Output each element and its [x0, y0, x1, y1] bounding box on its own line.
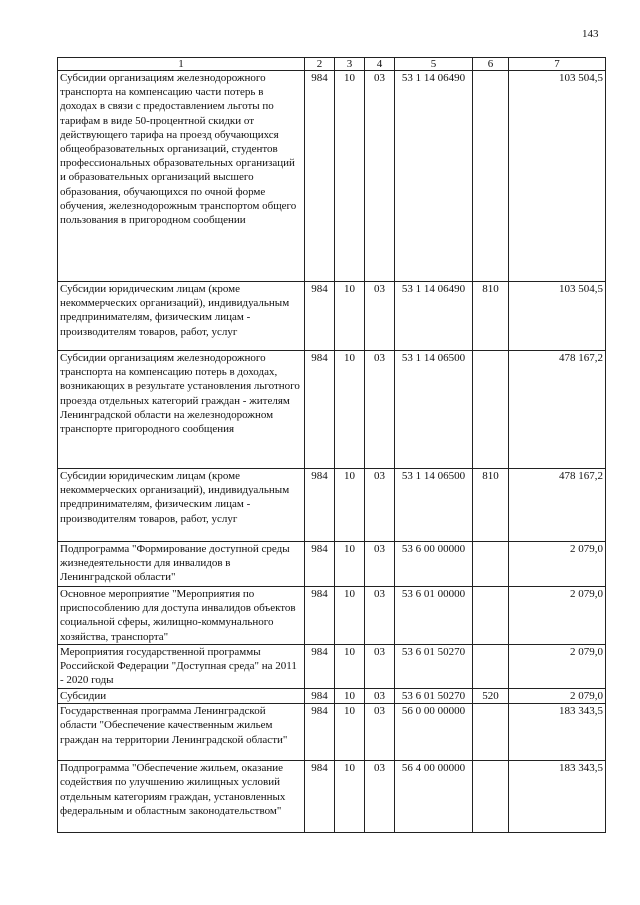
- row-target-article: 56 4 00 00000: [395, 761, 473, 833]
- row-expense-type: [473, 351, 509, 469]
- row-expense-type: [473, 704, 509, 761]
- row-ministry-code: 984: [305, 761, 335, 833]
- table-row: [58, 542, 606, 587]
- row-subsection: 03: [365, 704, 395, 761]
- row-amount: 2 079,0: [509, 587, 606, 645]
- table-header-row: [58, 58, 606, 71]
- row-amount: 478 167,2: [509, 351, 606, 469]
- column-header: 2: [305, 58, 335, 71]
- page-number: 143: [582, 28, 599, 40]
- row-subsection: 03: [365, 542, 395, 587]
- row-ministry-code: 984: [305, 645, 335, 689]
- table-row: [58, 689, 606, 704]
- table-row: [58, 71, 606, 282]
- row-amount: 2 079,0: [509, 689, 606, 704]
- row-section: 10: [335, 282, 365, 351]
- row-subsection: 03: [365, 282, 395, 351]
- row-section: 10: [335, 645, 365, 689]
- row-subsection: 03: [365, 469, 395, 542]
- row-expense-type: [473, 587, 509, 645]
- row-subsection: 03: [365, 761, 395, 833]
- row-target-article: 53 1 14 06500: [395, 351, 473, 469]
- row-ministry-code: 984: [305, 71, 335, 282]
- row-subsection: 03: [365, 645, 395, 689]
- row-ministry-code: 984: [305, 689, 335, 704]
- row-amount: 478 167,2: [509, 469, 606, 542]
- row-ministry-code: 984: [305, 351, 335, 469]
- row-target-article: 53 1 14 06500: [395, 469, 473, 542]
- row-name: Подпрограмма "Обеспечение жильем, оказание содействия по улучшению жилищных условий отдельным категориям граждан, установленных федеральным и областным законодательством": [58, 761, 305, 833]
- table-row: [58, 469, 606, 542]
- row-expense-type: [473, 761, 509, 833]
- row-amount: 183 343,5: [509, 761, 606, 833]
- row-ministry-code: 984: [305, 469, 335, 542]
- row-ministry-code: 984: [305, 282, 335, 351]
- row-target-article: 53 6 01 50270: [395, 689, 473, 704]
- column-header: 4: [365, 58, 395, 71]
- row-name: Субсидии юридическим лицам (кроме некоммерческих организаций), индивидуальным предпринимателям, физическим лицам - производителям товаров, работ, услуг: [58, 282, 305, 351]
- table-row: [58, 704, 606, 761]
- row-ministry-code: 984: [305, 704, 335, 761]
- row-target-article: 53 6 00 00000: [395, 542, 473, 587]
- row-target-article: 53 1 14 06490: [395, 71, 473, 282]
- row-amount: 2 079,0: [509, 645, 606, 689]
- row-target-article: 53 6 01 50270: [395, 645, 473, 689]
- row-expense-type: 810: [473, 469, 509, 542]
- row-expense-type: 810: [473, 282, 509, 351]
- row-expense-type: 520: [473, 689, 509, 704]
- table-row: [58, 645, 606, 689]
- row-section: 10: [335, 469, 365, 542]
- column-header: 6: [473, 58, 509, 71]
- row-name: Мероприятия государственной программы Российской Федерации "Доступная среда" на 2011 - 2020 годы: [58, 645, 305, 689]
- row-section: 10: [335, 704, 365, 761]
- row-section: 10: [335, 71, 365, 282]
- row-amount: 183 343,5: [509, 704, 606, 761]
- row-subsection: 03: [365, 587, 395, 645]
- column-header: 7: [509, 58, 606, 71]
- table-row: [58, 587, 606, 645]
- budget-table: [57, 57, 606, 833]
- row-expense-type: [473, 542, 509, 587]
- row-name: Субсидии организациям железнодорожного транспорта на компенсацию части потерь в доходах в связи с предоставлением льготы по тарифам в виде 50-процентной скидки от действующего тарифа на проезд обучающихся общеобразовательных организаций, студентов профессиональных образовательных организаций и образовательных организаций высшего образования, обучающихся по очной форме обучения, железнодорожным транспортом общего пользования в пригородном сообщении: [58, 71, 305, 282]
- row-target-article: 53 1 14 06490: [395, 282, 473, 351]
- row-subsection: 03: [365, 71, 395, 282]
- row-name: Субсидии юридическим лицам (кроме некоммерческих организаций), индивидуальным предпринимателям, физическим лицам - производителям товаров, работ, услуг: [58, 469, 305, 542]
- row-section: 10: [335, 587, 365, 645]
- row-amount: 2 079,0: [509, 542, 606, 587]
- row-amount: 103 504,5: [509, 282, 606, 351]
- row-name: Субсидии: [58, 689, 305, 704]
- table-row: [58, 351, 606, 469]
- row-amount: 103 504,5: [509, 71, 606, 282]
- row-name: Государственная программа Ленинградской области "Обеспечение качественным жильем граждан на территории Ленинградской области": [58, 704, 305, 761]
- row-name: Подпрограмма "Формирование доступной среды жизнедеятельности для инвалидов в Ленинградской области": [58, 542, 305, 587]
- table-row: [58, 761, 606, 833]
- row-subsection: 03: [365, 689, 395, 704]
- table-row: [58, 282, 606, 351]
- row-expense-type: [473, 645, 509, 689]
- row-name: Субсидии организациям железнодорожного транспорта на компенсацию потерь в доходах, возникающих в результате установления льготного проезда отдельных категорий граждан - жителям Ленинградской области на железнодорожном транспорте пригородного сообщения: [58, 351, 305, 469]
- row-section: 10: [335, 761, 365, 833]
- row-ministry-code: 984: [305, 587, 335, 645]
- row-target-article: 56 0 00 00000: [395, 704, 473, 761]
- row-ministry-code: 984: [305, 542, 335, 587]
- row-section: 10: [335, 351, 365, 469]
- row-section: 10: [335, 542, 365, 587]
- row-name: Основное мероприятие "Мероприятия по приспособлению для доступа инвалидов объектов социальной сферы, жилищно-коммунального хозяйства, транспорта": [58, 587, 305, 645]
- row-target-article: 53 6 01 00000: [395, 587, 473, 645]
- row-expense-type: [473, 71, 509, 282]
- column-header: 3: [335, 58, 365, 71]
- column-header: 5: [395, 58, 473, 71]
- column-header: 1: [58, 58, 305, 71]
- row-subsection: 03: [365, 351, 395, 469]
- row-section: 10: [335, 689, 365, 704]
